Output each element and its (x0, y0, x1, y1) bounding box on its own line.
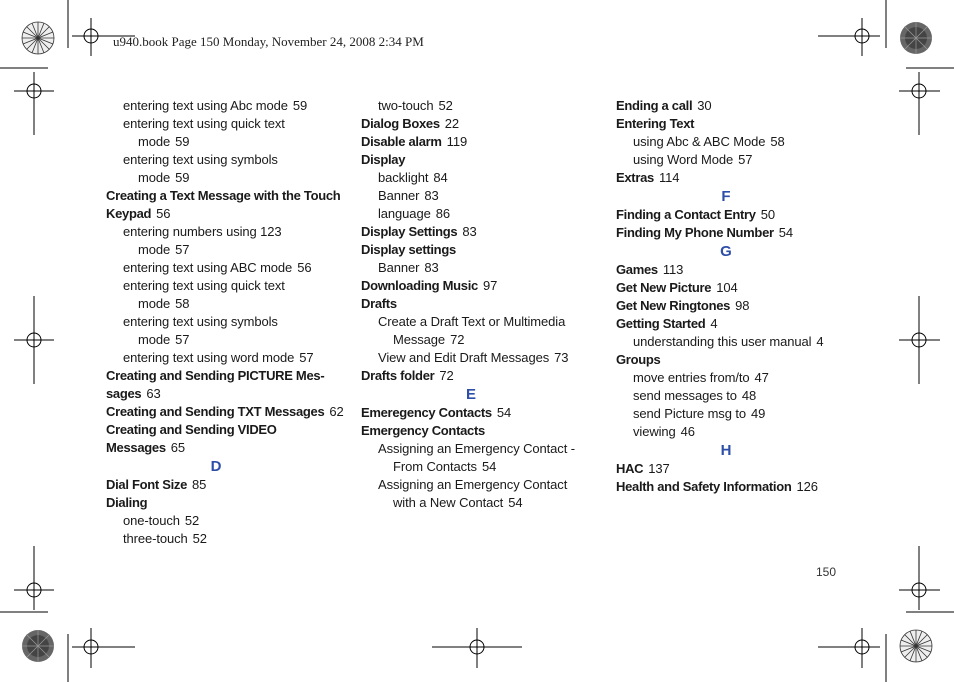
entry-page-number: 84 (433, 170, 448, 185)
entry-page-number: 83 (424, 260, 439, 275)
entry-page-number: 98 (735, 298, 750, 313)
entry-term: Dial Font Size (106, 477, 188, 492)
registration-target-icon (818, 628, 880, 668)
entry-term: two-touch (378, 98, 434, 113)
entry-term: Entering Text (616, 116, 695, 131)
index-subentry (106, 331, 346, 349)
index-subentry (106, 512, 346, 530)
entry-page-number: 47 (754, 370, 769, 385)
entry-term: From Contacts (393, 459, 477, 474)
entry-term: entering text using symbols (123, 152, 278, 167)
entry-term: Display settings (361, 242, 456, 257)
index-subentry (106, 277, 346, 295)
registration-target-icon (14, 296, 54, 384)
index-subentry (616, 333, 856, 351)
index-entry (361, 133, 601, 151)
entry-page-number: 57 (175, 332, 190, 347)
entry-term: backlight (378, 170, 429, 185)
registration-target-icon (899, 72, 940, 135)
index-subentry (106, 151, 346, 169)
index-entry (616, 97, 856, 115)
index-entry (106, 187, 346, 205)
entry-page-number: 72 (439, 368, 454, 383)
entry-page-number: 65 (170, 440, 186, 455)
registration-target-icon (72, 628, 135, 668)
entry-page-number: 113 (662, 262, 684, 277)
index-subentry (106, 115, 346, 133)
page-header: u940.book Page 150 Monday, November 24, 2008 2:34 PM (113, 34, 424, 49)
entry-term: Drafts folder (361, 368, 435, 383)
index-entry (361, 295, 601, 313)
index-entry (106, 205, 346, 223)
entry-term: Banner (378, 260, 420, 275)
entry-page-number: 52 (184, 513, 200, 528)
index-subentry (106, 295, 346, 313)
index-entry (106, 494, 346, 512)
entry-term: move entries from/to (633, 370, 750, 385)
index-entry (106, 403, 346, 421)
shaded-target-icon (22, 630, 54, 662)
index-subentry (106, 259, 346, 277)
index-entry (106, 439, 346, 457)
section-letter: H (720, 442, 732, 459)
index-subentry (361, 313, 601, 331)
entry-page-number: 46 (680, 424, 695, 439)
index-subentry (616, 387, 856, 405)
entry-term: using Abc & ABC Mode (633, 134, 766, 149)
entry-term: entering text using quick text (123, 278, 285, 293)
entry-page-number: 62 (329, 404, 344, 419)
registration-target-icon (14, 546, 54, 610)
index-entry (361, 367, 601, 385)
entry-term: three-touch (123, 531, 188, 546)
entry-term: Message (393, 332, 446, 347)
entry-page-number: 59 (175, 170, 190, 185)
entry-term: Finding My Phone Number (616, 225, 774, 240)
index-subentry (616, 151, 856, 169)
entry-term: Dialing (106, 495, 148, 510)
index-subentry (106, 241, 346, 259)
index-subentry (106, 530, 346, 548)
index-subentry (361, 349, 601, 367)
entry-term: Messages (106, 440, 166, 455)
entry-term: Keypad (106, 206, 152, 221)
entry-page-number: 52 (192, 531, 207, 546)
entry-page-number: 83 (424, 188, 439, 203)
entry-page-number: 83 (462, 224, 477, 239)
index-entry (616, 224, 856, 242)
entry-page-number: 49 (751, 406, 766, 421)
index-entry (361, 277, 601, 295)
entry-term: sages (106, 386, 142, 401)
index-subentry (106, 313, 346, 331)
entry-term: Create a Draft Text or Multimedia (378, 314, 566, 329)
entry-term: Drafts (361, 296, 397, 311)
entry-term: send messages to (633, 388, 737, 403)
index-entry (361, 241, 601, 259)
entry-term: using Word Mode (633, 152, 734, 167)
index-entry (361, 223, 601, 241)
entry-page-number: 86 (435, 206, 450, 221)
entry-term: send Picture msg to (633, 406, 746, 421)
entry-page-number: 48 (741, 388, 757, 403)
entry-term: Get New Picture (616, 280, 712, 295)
entry-page-number: 119 (446, 134, 468, 149)
entry-term: mode (138, 134, 171, 149)
entry-term: viewing (633, 424, 676, 439)
entry-term: entering numbers using 123 (123, 224, 282, 239)
index-subentry (361, 169, 601, 187)
entry-term: Assigning an Emergency Contact - (378, 441, 575, 456)
index-subentry (361, 494, 601, 512)
entry-page-number: 59 (292, 98, 308, 113)
index-subentry (361, 187, 601, 205)
entry-page-number: 54 (481, 459, 497, 474)
index-subentry (106, 133, 346, 151)
index-entry (361, 115, 601, 133)
index-column-2 (361, 97, 601, 512)
index-subentry (616, 423, 856, 441)
index-entry (361, 422, 601, 440)
entry-term: entering text using Abc mode (123, 98, 288, 113)
entry-term: Extras (616, 170, 654, 185)
section-letter: E (465, 386, 476, 403)
entry-term: Ending a call (616, 98, 693, 113)
entry-page-number: 57 (175, 242, 190, 257)
index-subentry (106, 169, 346, 187)
entry-page-number: 85 (192, 477, 207, 492)
entry-term: Get New Ringtones (616, 298, 731, 313)
registration-target-icon (432, 628, 522, 668)
index-entry (616, 206, 856, 224)
entry-term: Display Settings (361, 224, 458, 239)
entry-page-number: 137 (648, 461, 670, 476)
entry-page-number: 58 (175, 296, 190, 311)
entry-term: Creating and Sending TXT Messages (106, 404, 325, 419)
entry-term: Groups (616, 352, 661, 367)
entry-term: View and Edit Draft Messages (378, 350, 550, 365)
index-subentry (616, 405, 856, 423)
entry-term: Getting Started (616, 316, 706, 331)
registration-target-icon (899, 296, 940, 384)
section-letter: F (721, 188, 731, 205)
entry-term: Creating and Sending PICTURE Mes- (106, 368, 325, 383)
index-subentry (106, 349, 346, 367)
entry-term: Emergency Contacts (361, 423, 485, 438)
entry-term: Banner (378, 188, 420, 203)
shaded-target-icon (900, 22, 932, 54)
entry-term: Assigning an Emergency Contact (378, 477, 568, 492)
index-subentry (106, 223, 346, 241)
index-subentry (361, 331, 601, 349)
registration-target-icon (899, 546, 940, 610)
entry-term: entering text using ABC mode (123, 260, 293, 275)
color-bar-starburst-icon (900, 630, 932, 662)
entry-term: mode (138, 170, 171, 185)
entry-page-number: 57 (738, 152, 753, 167)
entry-page-number: 54 (778, 225, 794, 240)
index-subentry (616, 369, 856, 387)
entry-term: language (378, 206, 431, 221)
index-subentry (616, 133, 856, 151)
entry-term: Creating a Text Message with the Touch (106, 188, 341, 203)
index-subentry (361, 97, 601, 115)
index-entry (361, 404, 601, 422)
index-entry (616, 315, 856, 333)
entry-term: understanding this user manual (633, 334, 812, 349)
entry-page-number: 59 (175, 134, 190, 149)
entry-term: Health and Safety Information (616, 479, 792, 494)
page-number: 150 (816, 565, 837, 579)
entry-page-number: 30 (697, 98, 712, 113)
entry-page-number: 56 (156, 206, 171, 221)
index-subentry (106, 97, 346, 115)
section-letter: G (720, 243, 732, 260)
entry-page-number: 72 (450, 332, 465, 347)
entry-term: Display (361, 152, 406, 167)
entry-term: Finding a Contact Entry (616, 207, 756, 222)
index-subentry (361, 476, 601, 494)
entry-page-number: 63 (146, 386, 161, 401)
index-subentry (361, 205, 601, 223)
index-column-3 (616, 97, 856, 496)
index-column-1 (106, 97, 346, 548)
entry-term: with a New Contact (393, 495, 504, 510)
index-subentry (361, 440, 601, 458)
entry-page-number: 54 (496, 405, 512, 420)
entry-page-number: 22 (444, 116, 460, 131)
entry-term: Creating and Sending VIDEO (106, 422, 277, 437)
entry-page-number: 104 (716, 280, 738, 295)
entry-term: HAC (616, 461, 644, 476)
index-entry (616, 478, 856, 496)
entry-page-number: 4 (816, 334, 824, 349)
entry-page-number: 126 (796, 479, 818, 494)
entry-term: entering text using quick text (123, 116, 285, 131)
index-entry (616, 297, 856, 315)
index-entry (106, 421, 346, 439)
index-entry (106, 367, 346, 385)
registration-target-icon (818, 18, 880, 56)
registration-target-icon (14, 72, 54, 135)
entry-page-number: 73 (554, 350, 569, 365)
entry-page-number: 52 (438, 98, 453, 113)
index-entry (616, 351, 856, 369)
entry-term: one-touch (123, 513, 180, 528)
entry-page-number: 54 (508, 495, 523, 510)
entry-term: entering text using word mode (123, 350, 295, 365)
entry-term: Dialog Boxes (361, 116, 440, 131)
entry-page-number: 114 (658, 170, 680, 185)
entry-term: Disable alarm (361, 134, 442, 149)
index-subentry (361, 458, 601, 476)
entry-term: mode (138, 332, 171, 347)
index-entry (106, 385, 346, 403)
entry-term: mode (138, 242, 171, 257)
entry-term: Downloading Music (361, 278, 478, 293)
entry-term: Emeregency Contacts (361, 405, 492, 420)
entry-page-number: 4 (710, 316, 718, 331)
index-entry (616, 279, 856, 297)
entry-page-number: 57 (299, 350, 314, 365)
entry-term: mode (138, 296, 171, 311)
entry-page-number: 56 (297, 260, 312, 275)
index-entry (616, 460, 856, 478)
index-entry (616, 261, 856, 279)
index-entry (616, 115, 856, 133)
index-entry (106, 476, 346, 494)
entry-page-number: 97 (482, 278, 498, 293)
section-letter: D (210, 458, 222, 475)
entry-term: Games (616, 262, 658, 277)
index-subentry (361, 259, 601, 277)
entry-page-number: 58 (770, 134, 785, 149)
color-bar-starburst-icon (22, 22, 54, 54)
index-entry (361, 151, 601, 169)
entry-page-number: 50 (760, 207, 775, 222)
index-entry (616, 169, 856, 187)
entry-term: entering text using symbols (123, 314, 278, 329)
